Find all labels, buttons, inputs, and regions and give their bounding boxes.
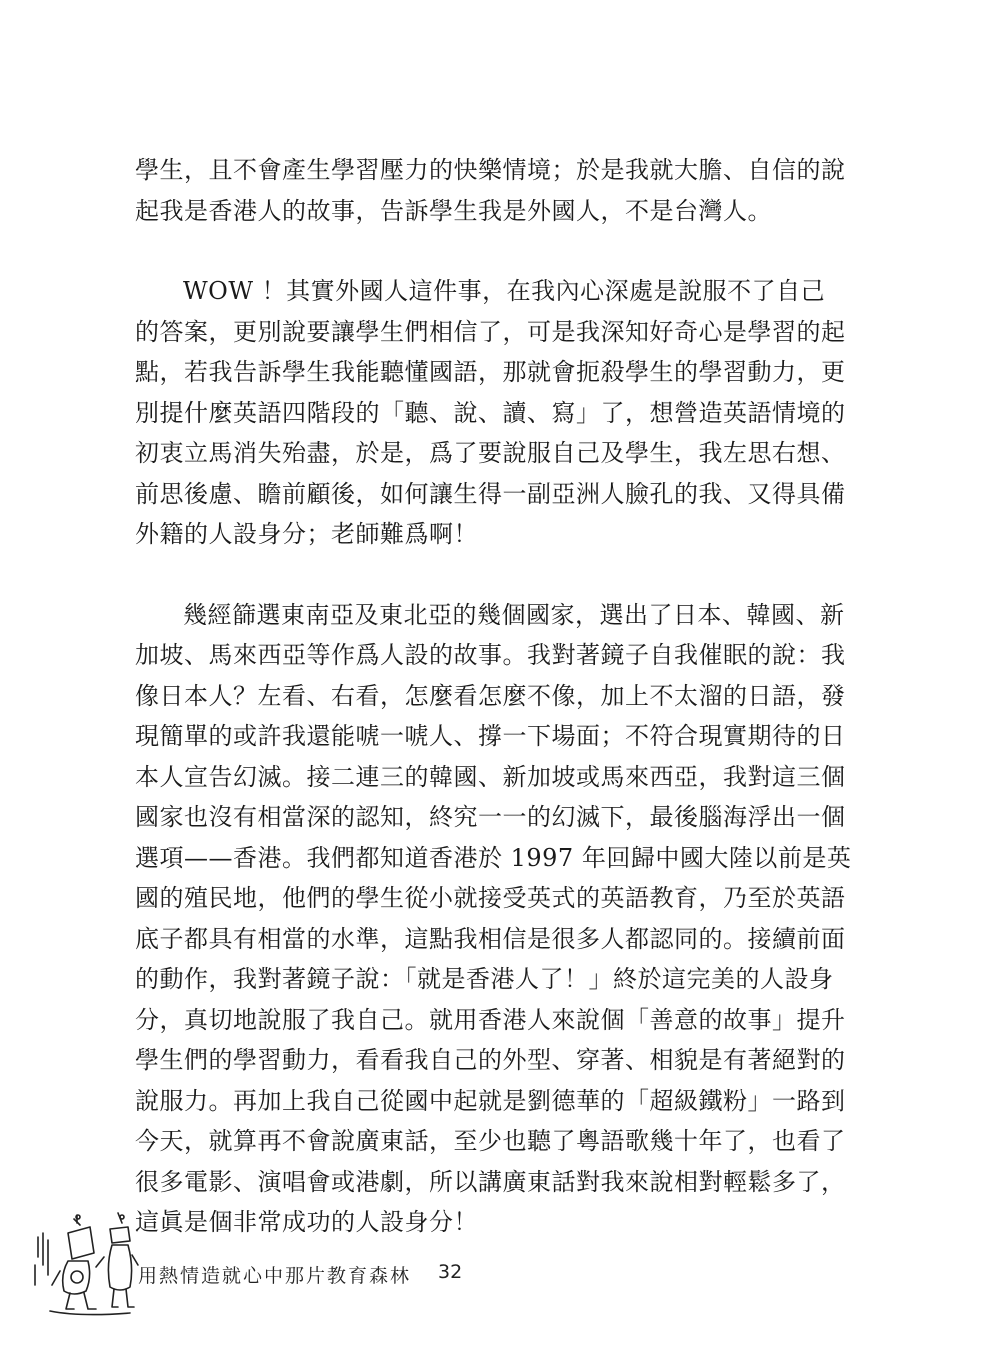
text-line: 的動作，我對著鏡子說：「就是香港人了！」終於這完美的人設身 (135, 965, 834, 993)
text-line: 像日本人？左看、右看，怎麼看怎麼不像，加上不太溜的日語，發 (135, 681, 846, 710)
text-line: 學生們的學習動力，看看我自己的外型、穿著、相貌是有著絕對的 (135, 1046, 846, 1074)
text-line: 加坡、馬來西亞等作爲人設的故事。我對著鏡子自我催眠的說：我 (135, 641, 846, 669)
text-line: 點，若我告訴學生我能聽懂國語，那就會扼殺學生的學習動力，更 (135, 358, 846, 386)
paragraph (135, 595, 852, 1243)
text-line: 說服力。再加上我自己從國中起就是劉德華的「超級鐵粉」一路到 (135, 1086, 846, 1115)
book-title: 用熱情造就心中那片教育森林 (138, 1265, 412, 1287)
page-footer (30, 1205, 970, 1325)
text-line: 別提什麼英語四階段的「聽、說、讀、寫」了，想營造英語情境的 (135, 398, 846, 427)
sketch-illustration (30, 1205, 140, 1320)
text-line: 前思後慮、瞻前顧後，如何讓生得一副亞洲人臉孔的我、又得具備 (135, 479, 846, 508)
paragraph (135, 271, 846, 555)
text-line: 今天，就算再不會說廣東話，至少也聽了粵語歌幾十年了，也看了 (135, 1127, 846, 1155)
text-line: 這眞是個非常成功的人設身分！ (135, 1208, 478, 1236)
text-line: WOW ！其實外國人這件事，在我內心深處是說服不了自己 (183, 277, 826, 305)
text-line: 很多電影、演唱會或港劇，所以講廣東話對我來說相對輕鬆多了， (135, 1167, 846, 1196)
body-text (135, 150, 852, 1243)
text-line: 國家也沒有相當深的認知，終究一一的幻滅下，最後腦海浮出一個 (135, 803, 846, 831)
text-line: 底子都具有相當的水準，這點我相信是很多人都認同的。接續前面 (135, 924, 846, 953)
text-line: 的答案，更別說要讓學生們相信了，可是我深知好奇心是學習的起 (135, 317, 846, 346)
text-line: 國的殖民地，他們的學生從小就接受英式的英語教育，乃至於英語 (135, 884, 846, 912)
text-line: 外籍的人設身分；老師難爲啊！ (135, 520, 478, 548)
text-line: 選項——香港。我們都知道香港於 1997 年回歸中國大陸以前是英 (135, 843, 852, 872)
text-line: 分，真切地說服了我自己。就用香港人來說個「善意的故事」提升 (135, 1005, 846, 1034)
text-line: 學生，且不會產生學習壓力的快樂情境；於是我就大膽、自信的說 (135, 156, 846, 184)
text-line: 現簡單的或許我還能唬一唬人、撐一下場面；不符合現實期待的日 (135, 722, 846, 750)
text-line: 起我是香港人的故事，告訴學生我是外國人，不是台灣人。 (135, 196, 772, 225)
text-line: 初衷立馬消失殆盡，於是，爲了要說服自己及學生，我左思右想、 (135, 439, 846, 467)
text-line: 本人宣告幻滅。接二連三的韓國、新加坡或馬來西亞，我對這三個 (135, 762, 846, 791)
paragraph (135, 150, 846, 231)
page-number: 32 (438, 1261, 463, 1283)
text-line: 幾經篩選東南亞及東北亞的幾個國家，選出了日本、韓國、新 (183, 600, 845, 629)
